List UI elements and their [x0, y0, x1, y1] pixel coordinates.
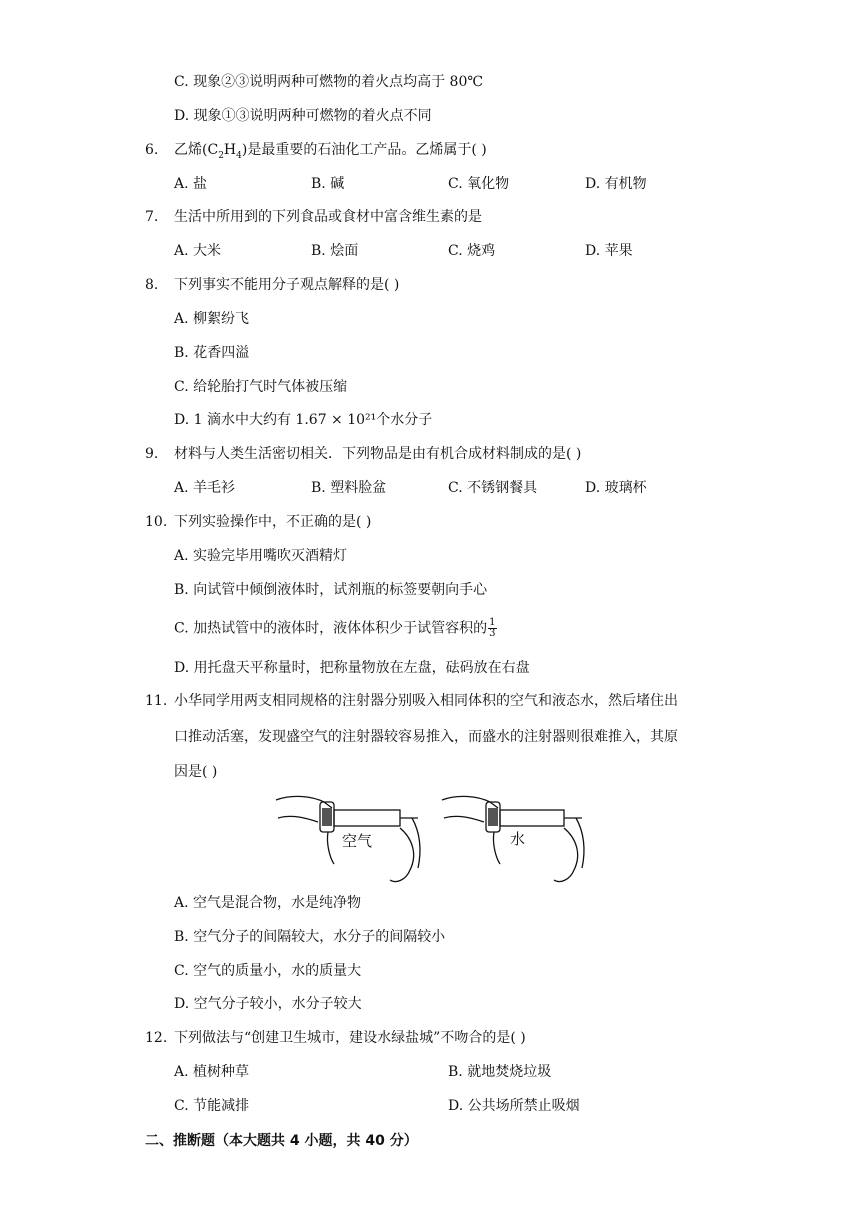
question-number: 9.	[145, 446, 159, 462]
option-d: D. 玻璃杯	[585, 480, 647, 496]
question-stem: 下列事实不能用分子观点解释的是( )	[174, 277, 400, 293]
option-c	[174, 618, 497, 639]
option-a: A. 空气是混合物，水是纯净物	[174, 895, 362, 911]
question-number: 6.	[145, 142, 159, 158]
fraction: $\frac{1}{3}$	[489, 617, 496, 639]
option-c: C. 氧化物	[448, 176, 510, 192]
hand-left-bottom	[390, 828, 414, 882]
question-number: 7.	[145, 209, 159, 225]
question-number: 11.	[145, 693, 168, 709]
option-d: D. 用托盘天平称量时，把称量物放在左盘，砝码放在右盘	[174, 660, 530, 676]
question-number: 10.	[145, 514, 168, 530]
section-heading: 二、推断题（本大题共 4 小题，共 40 分）	[145, 1133, 418, 1149]
question-stem: 生活中所用到的下列食品或食材中富含维生素的是	[174, 209, 482, 225]
question-stem: 下列实验操作中，不正确的是( )	[174, 514, 372, 530]
option-c: C. 不锈钢餐具	[448, 480, 538, 496]
option-a: A. 大米	[174, 243, 222, 259]
q5-option-c: C. 现象②③说明两种可燃物的着火点均高于 80℃	[174, 74, 484, 90]
question-number: 8.	[145, 277, 159, 293]
syringe-cap-right	[488, 808, 498, 826]
option-b: B. 花香四溢	[174, 345, 250, 361]
option-c: C. 空气的质量小，水的质量大	[174, 963, 362, 979]
syringe-barrel-right	[500, 810, 564, 826]
option-d: D. 苹果	[585, 243, 633, 259]
question-stem: 材料与人类生活密切相关．下列物品是由有机合成材料制成的是( )	[174, 446, 582, 462]
option-c-text: C. 加热试管中的液体时，液体体积少于试管容积的	[174, 620, 488, 637]
question-stem-line-2: 口推动活塞，发现盛空气的注射器较容易推入，而盛水的注射器则很难推入，其原	[174, 729, 678, 745]
option-b: B. 烩面	[311, 243, 359, 259]
option-c: C. 节能减排	[174, 1098, 250, 1114]
question-stem: 下列做法与“创建卫生城市，建设水绿盐城”不吻合的是( )	[174, 1030, 526, 1046]
question-stem: 乙烯$(C_2H_4)$是最重要的石油化工产品。乙烯属于( )	[174, 142, 487, 161]
option-a: A. 柳絮纷飞	[174, 311, 250, 327]
question-stem-line-3: 因是( )	[174, 764, 218, 780]
syringe-figure	[272, 788, 590, 886]
option-b: B. 向试管中倾倒液体时，试剂瓶的标签要朝向手心	[174, 582, 488, 598]
option-a: A. 羊毛衫	[174, 480, 236, 496]
option-c: C. 给轮胎打气时气体被压缩	[174, 379, 348, 395]
option-d: D. 1 滴水中大约有 1.67 × 10²¹个水分子	[174, 412, 433, 428]
option-d: D. 有机物	[585, 176, 647, 192]
option-b: B. 塑料脸盆	[311, 480, 387, 496]
option-b: B. 空气分子的间隔较大，水分子的间隔较小	[174, 929, 446, 945]
syringe-cap-left	[322, 808, 332, 826]
option-a: A. 植树种草	[174, 1064, 250, 1080]
figure-label-air: 空气	[342, 832, 373, 850]
option-d: D. 空气分子较小，水分子较大	[174, 996, 362, 1012]
question-stem-line-1: 小华同学用两支相同规格的注射器分别吸入相同体积的空气和液态水，然后堵住出	[174, 693, 678, 709]
option-d: D. 公共场所禁止吸烟	[448, 1098, 580, 1114]
option-a: A. 盐	[174, 176, 208, 192]
option-a: A. 实验完毕用嘴吹灭酒精灯	[174, 548, 348, 564]
hand-left-mid	[278, 816, 318, 822]
question-number: 12.	[145, 1030, 168, 1046]
q5-option-d: D. 现象①③说明两种可燃物的着火点不同	[174, 108, 432, 124]
option-b: B. 碱	[311, 176, 345, 192]
syringe-barrel-left	[334, 810, 400, 826]
option-c: C. 烧鸡	[448, 243, 496, 259]
figure-label-water: 水	[510, 830, 526, 848]
option-b: B. 就地焚烧垃圾	[448, 1064, 552, 1080]
